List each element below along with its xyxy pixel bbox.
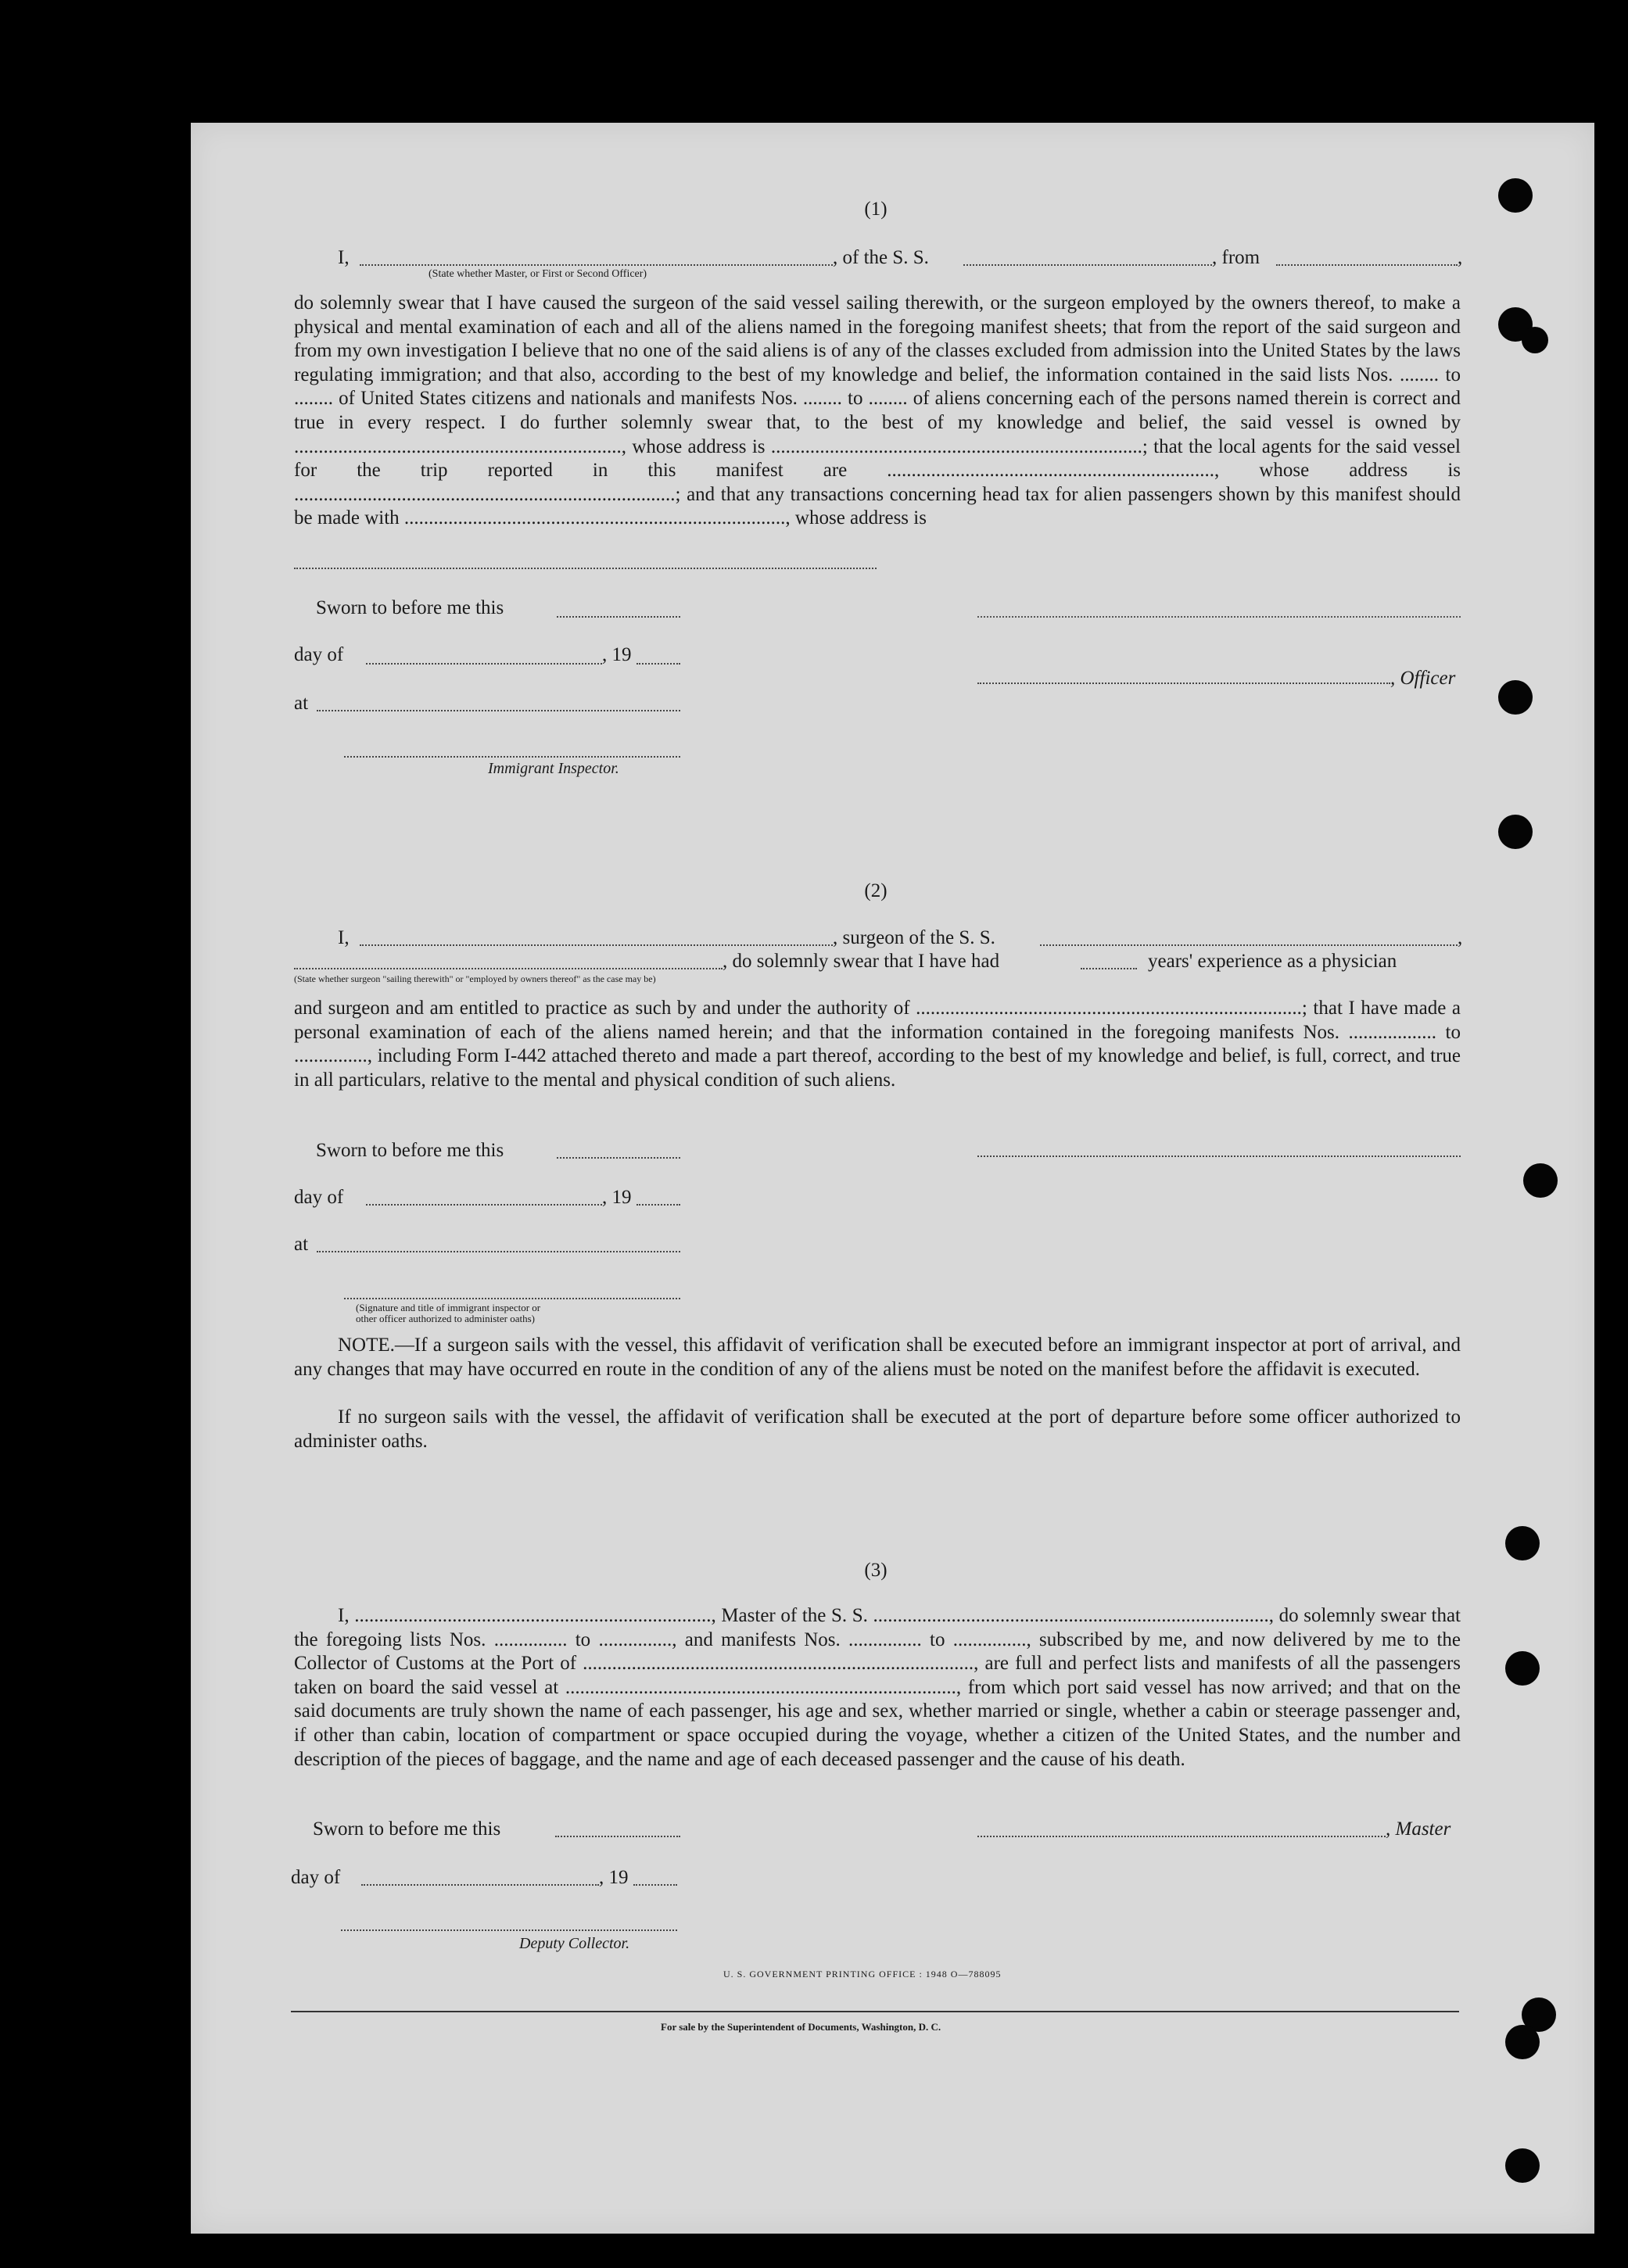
s2-sig-note-2: other officer authorized to administer oaths): [356, 1313, 535, 1324]
s1-ss-label: , of the S. S.: [833, 247, 929, 268]
s1-from-label: , from: [1212, 247, 1260, 268]
s1-year-label: , 19: [602, 644, 632, 665]
s2-sig-note-1: (Signature and title of immigrant inspector or: [356, 1302, 541, 1313]
s2-oath-paragraph: and surgeon and am entitled to practice as such by and under the authority of ...............................................................................; that I have made a personal examination of each of the aliens named herein; and that the information contained in the foregoing manifests Nos. .................. to ..............., including Form I-442 attached thereto and made a part thereof, according to the best of my knowledge and belief, is full, correct, and true in all particulars, relative to the mental and physical condition of such aliens.: [294, 998, 1461, 1091]
s2-day-of-label: day of: [294, 1187, 344, 1208]
punch-hole: [1498, 815, 1533, 849]
punch-hole: [1505, 1651, 1540, 1686]
section-3-number: (3): [864, 1560, 888, 1581]
punch-hole: [1523, 1163, 1558, 1198]
s1-from-field[interactable]: [1276, 264, 1458, 266]
s1-vessel-field[interactable]: [963, 264, 1212, 266]
s2-vessel-field[interactable]: [1040, 944, 1458, 946]
s1-officer-name-field[interactable]: [360, 264, 833, 266]
s2-comma: ,: [1458, 927, 1463, 948]
s1-day-field[interactable]: [366, 663, 602, 665]
s2-year-label: , 19: [602, 1187, 632, 1208]
s2-surgeon-label: , surgeon of the S. S.: [833, 927, 995, 948]
printing-office-line: U. S. GOVERNMENT PRINTING OFFICE : 1948 O—788095: [723, 1969, 1002, 1980]
section-1-number: (1): [864, 199, 888, 220]
punch-hole: [1498, 680, 1533, 715]
s2-note-2: If no surgeon sails with the vessel, the affidavit of verification shall be executed at the port of departure before some officer authorized to administer oaths.: [294, 1406, 1461, 1452]
s1-year-field[interactable]: [636, 663, 680, 665]
section-2-number: (2): [864, 880, 888, 901]
s1-sworn-label: Sworn to before me this: [316, 597, 504, 618]
s3-day-of-label: day of: [291, 1867, 341, 1888]
s1-signature-line[interactable]: [977, 616, 1461, 618]
s2-inspector-signature-line[interactable]: [344, 1298, 680, 1299]
footer-rule: [291, 2011, 1459, 2012]
s2-note-1: NOTE.—If a surgeon sails with the vessel, this affidavit of verification shall be executed before an immigrant inspector at port of arrival, and any changes that may have occurred en route in the condition of any of the aliens must be noted on the manifest before the affidavit is executed.: [294, 1335, 1461, 1380]
s1-comma: ,: [1458, 247, 1463, 268]
s1-at-field[interactable]: [317, 710, 680, 711]
s2-years-label: years' experience as a physician: [1148, 951, 1397, 972]
s2-sworn-label: Sworn to before me this: [316, 1140, 504, 1161]
s1-officer-label: , Officer: [1390, 668, 1456, 689]
s3-master-line[interactable]: [977, 1836, 1386, 1837]
s1-inspector-label: Immigrant Inspector.: [488, 760, 619, 777]
punch-hole: [1498, 178, 1533, 213]
punch-hole: [1505, 2148, 1540, 2183]
s2-signature-line[interactable]: [977, 1155, 1461, 1157]
s2-swear-label: , do solemnly swear that I have had: [723, 951, 1000, 972]
s1-officer-note: (State whether Master, or First or Second Officer): [429, 268, 647, 280]
s2-sailing-field[interactable]: [294, 968, 723, 969]
s3-collector-line[interactable]: [341, 1929, 677, 1931]
sale-notice: For sale by the Superintendent of Documents, Washington, D. C.: [661, 2021, 941, 2033]
s3-master-label: , Master: [1386, 1818, 1451, 1840]
s1-day-of-label: day of: [294, 644, 344, 665]
s1-oath-paragraph: do solemnly swear that I have caused the surgeon of the said vessel sailing therewith, or the surgeon employed by the owners thereof, to make a physical and mental examination of each and all of the aliens named in the foregoing manifest sheets; that from the report of the said surgeon and from my own investigation I believe that no one of the said aliens is of any of the classes excluded from admission into the United States by the laws regulating immigration; and that also, according to the best of my knowledge and belief, the information contained in the said lists Nos. ........ to ........ of United States citizens and nationals and manifests Nos. ........ to ........ of aliens concerning each of the persons named therein is correct and true in every respect. I do further solemnly swear that, to the best of my knowledge and belief, the said vessel is owned by ..................................................................., whose address is ............................................................................; that the local agents for the said vessel for the trip reported in this manifest are ..................................................................., whose address is ..............................................................................; and that any transactions concerning head tax for alien passengers shown by this manifest should be made with .............................................................................., whose address is: [294, 292, 1461, 529]
s2-surgeon-name-field[interactable]: [360, 944, 833, 946]
punch-hole: [1505, 2025, 1540, 2059]
s1-sworn-field[interactable]: [557, 616, 680, 618]
s3-collector-label: Deputy Collector.: [519, 1935, 630, 1952]
s3-day-field[interactable]: [361, 1884, 599, 1886]
s1-at-label: at: [294, 693, 309, 714]
s2-at-label: at: [294, 1234, 309, 1255]
s2-year-field[interactable]: [636, 1204, 680, 1206]
s1-i-label: I,: [338, 247, 350, 268]
s3-year-field[interactable]: [633, 1884, 677, 1886]
punch-hole: [1505, 1526, 1540, 1560]
s3-sworn-field[interactable]: [555, 1836, 680, 1837]
s3-sworn-label: Sworn to before me this: [313, 1818, 501, 1840]
s1-officer-line[interactable]: [977, 683, 1390, 684]
s2-at-field[interactable]: [317, 1251, 680, 1252]
s3-oath-paragraph: I, ........................................................................., Master of the S. S. ................................................................................., do solemnly swear that the foregoing lists Nos. ............... to ..............., and manifests Nos. ............... to ..............., subscribed by me, and now delivered by me to the Collector of Customs at the Port of ................................................................................, are full and perfect lists and manifests of all the passengers taken on board the said vessel at ................................................................................, from which port said vessel has now arrived; and that on the said documents are truly shown the name of each passenger, his age and sex, whether married or single, whether a cabin or steerage passenger and, if other than cabin, location of compartment or space occupied during the voyage, whether a citizen of the United States, and the number and description of the pieces of baggage, and the name and age of each deceased passenger and the cause of his death.: [294, 1605, 1461, 1770]
s2-years-field[interactable]: [1081, 968, 1137, 969]
s2-sworn-field[interactable]: [557, 1157, 680, 1159]
s2-i-label: I,: [338, 927, 350, 948]
s1-head-tax-address-field[interactable]: [294, 568, 877, 569]
s2-sailing-note: (State whether surgeon "sailing therewith" or "employed by owners thereof" as the case may be): [294, 973, 656, 984]
s2-day-field[interactable]: [366, 1204, 602, 1206]
s3-year-label: , 19: [599, 1867, 629, 1888]
punch-hole: [1522, 327, 1548, 353]
